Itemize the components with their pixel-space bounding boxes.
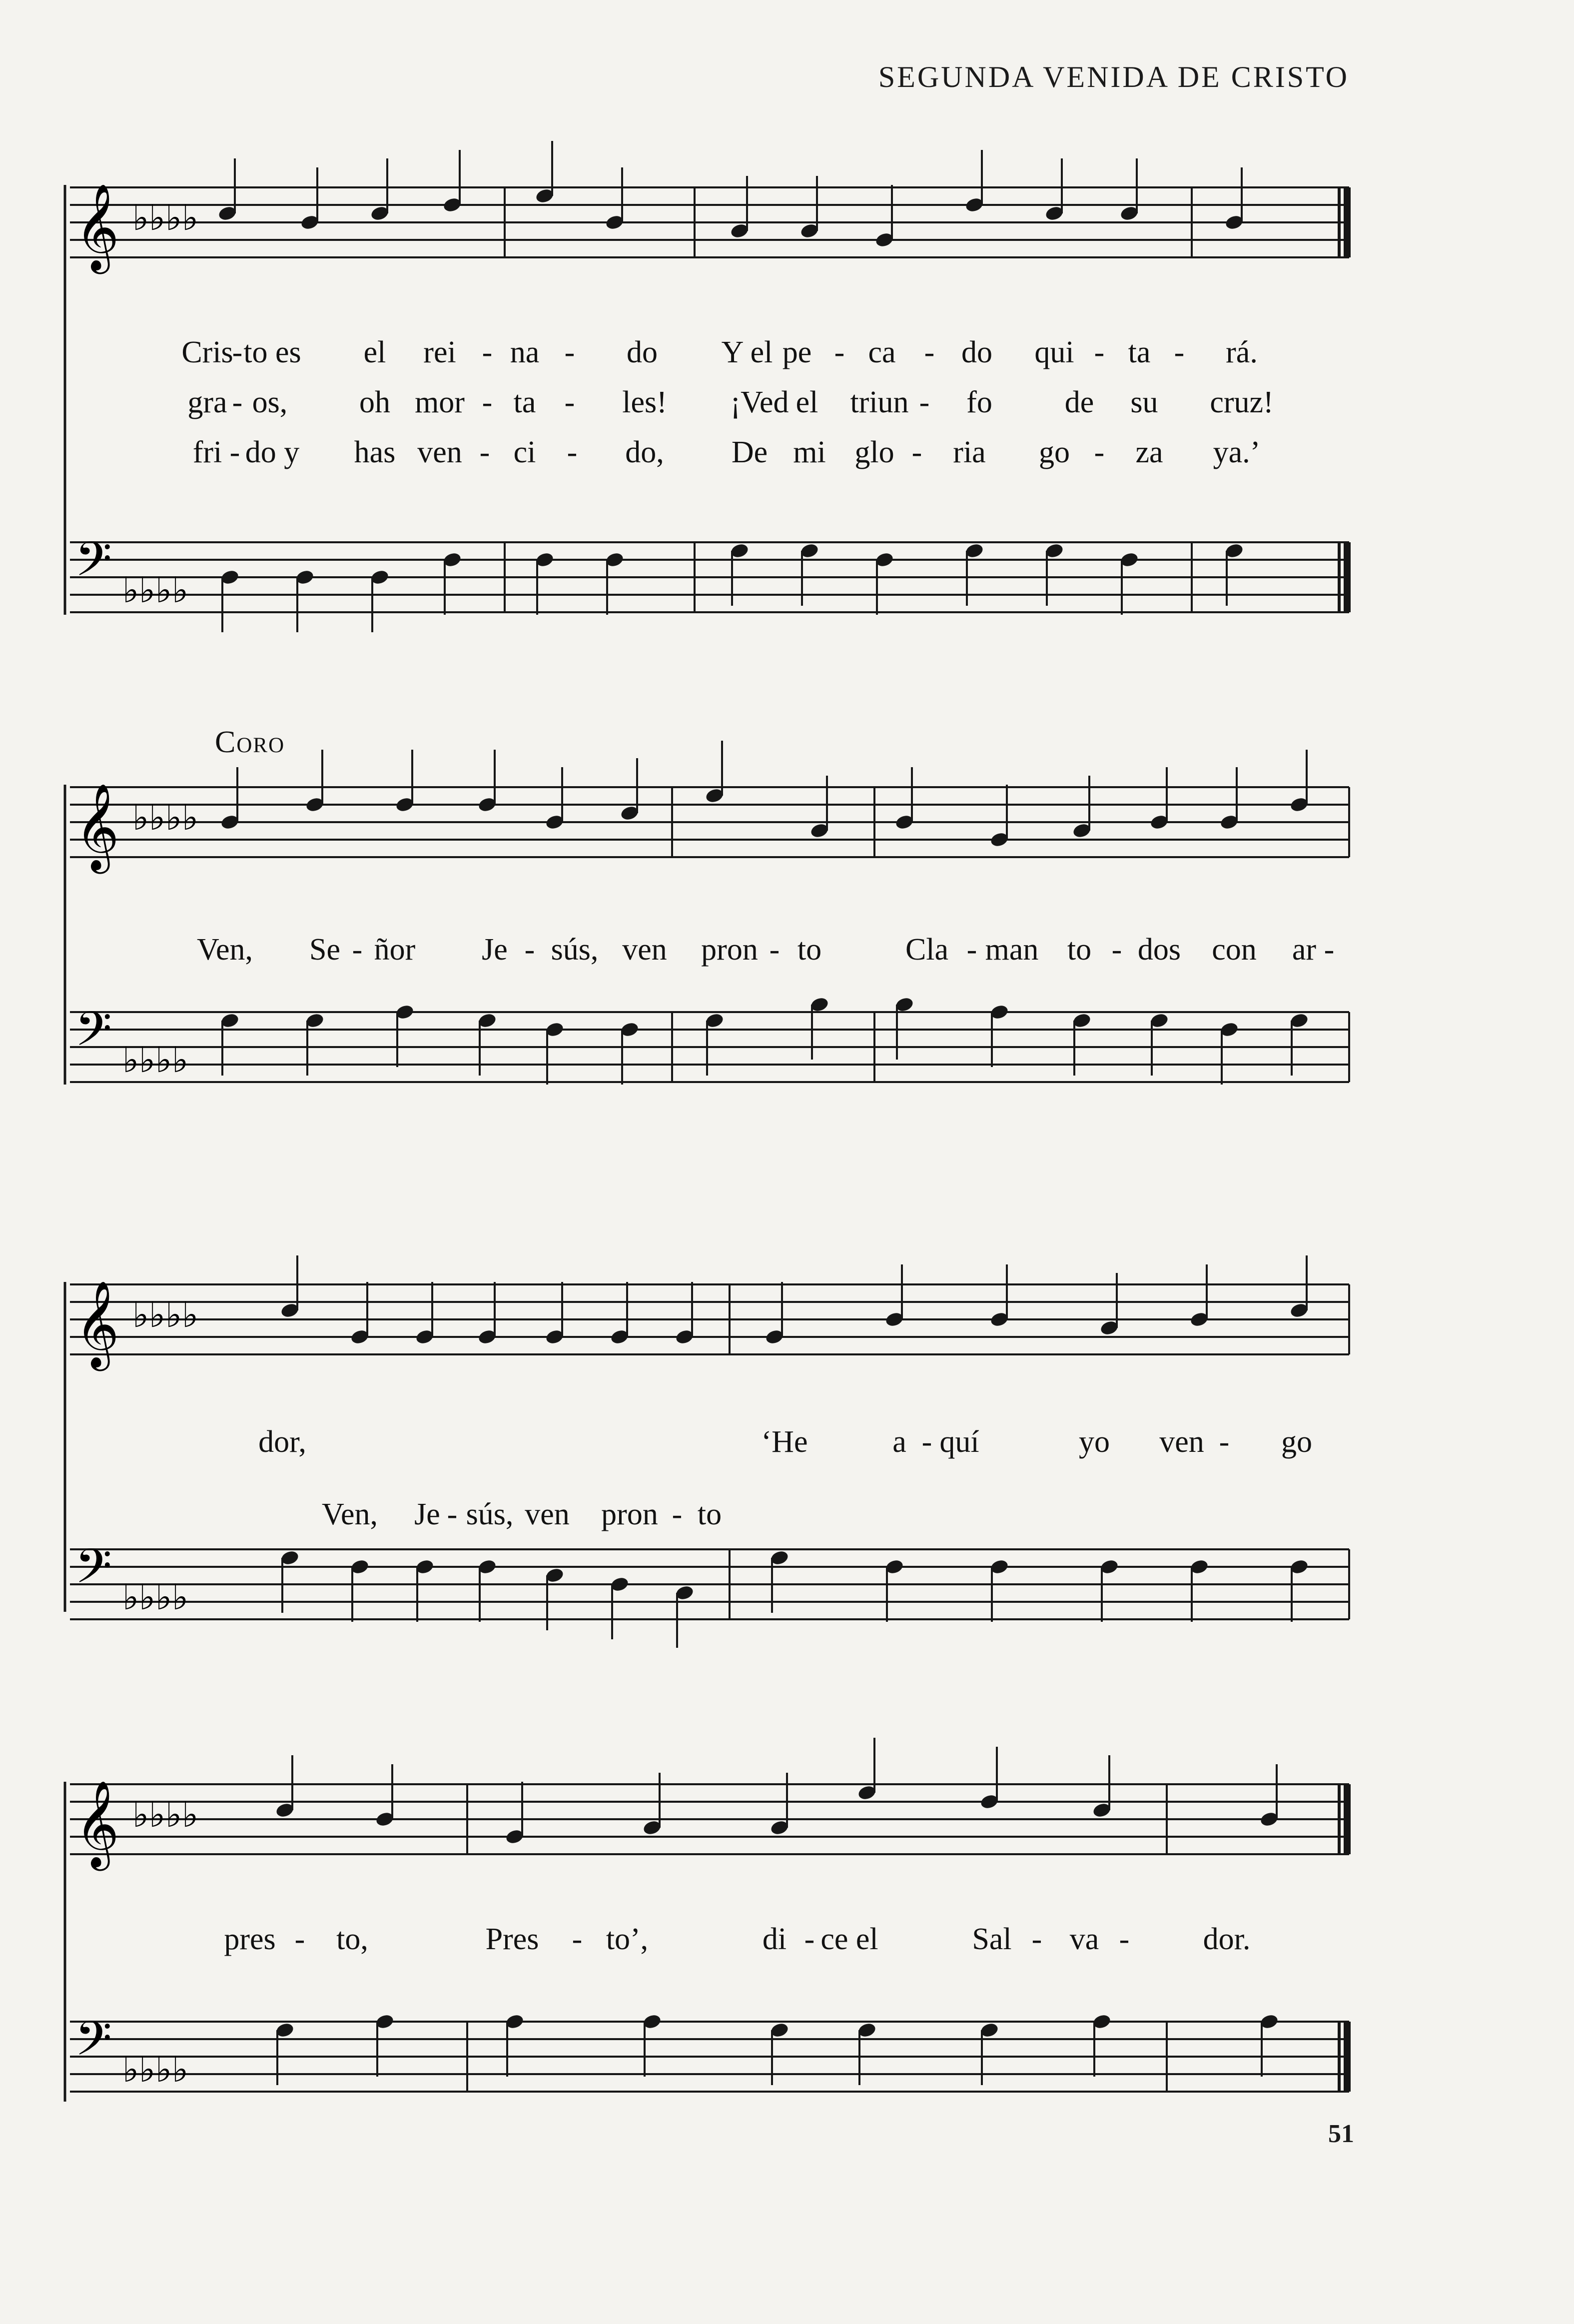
lyric-syllable: a (892, 1425, 906, 1459)
svg-text:♭♭♭♭: ♭♭♭♭ (122, 2049, 189, 2090)
lyric-syllable: ar (1292, 933, 1317, 967)
lyric-syllable: sús, (466, 1497, 514, 1531)
lyric-syllable: to, (336, 1922, 368, 1956)
lyric-syllable: - (1111, 933, 1122, 967)
lyric-syllable: - (1094, 435, 1105, 469)
lyric-syllable: gra (187, 385, 227, 419)
svg-text:♭♭♭♭: ♭♭♭♭ (132, 1294, 199, 1335)
lyric-syllable: ven (417, 435, 462, 469)
lyric-syllable: Ven, (197, 933, 253, 967)
lyric-syllable: el (363, 335, 386, 369)
lyric-syllable: ‘He (761, 1425, 808, 1459)
lyric-syllable: yo (1079, 1425, 1110, 1459)
lyric-syllable: dos (1137, 933, 1181, 967)
lyric-syllable: pe (782, 335, 812, 369)
lyric-syllable: man (985, 933, 1039, 967)
lyric-syllable: za (1135, 435, 1163, 469)
lyric-syllable: to (1067, 933, 1092, 967)
lyric-syllable: - (352, 933, 363, 967)
system-bracket-2 (60, 785, 80, 1095)
bass-staff-4 (0, 1994, 1574, 2124)
lyric-syllable: do (961, 335, 992, 369)
system-bracket-1 (60, 185, 80, 625)
lyric-syllable: pron (601, 1497, 658, 1531)
lyric-syllable: to (697, 1497, 722, 1531)
lyric-syllable: go (1281, 1425, 1312, 1459)
lyric-syllable: ce el (820, 1922, 878, 1956)
lyric-syllable: va (1069, 1922, 1099, 1956)
lyric-syllable: rei (423, 335, 456, 369)
verse-line-2 (0, 385, 1574, 425)
page-header: SEGUNDA VENIDA DE CRISTO (878, 60, 1349, 93)
lyric-syllable: - (834, 335, 845, 369)
lyric-syllable: triun (850, 385, 909, 419)
lyric-syllable: fo (966, 385, 992, 419)
verse-line-3 (0, 435, 1574, 475)
page-number: 51 (1328, 2120, 1354, 2148)
lyric-syllable: pres (224, 1922, 276, 1956)
lyric-syllable: de (1064, 385, 1094, 419)
lyric-syllable: - (572, 1922, 583, 1956)
lyric-syllable: - (232, 385, 243, 419)
svg-text:♭♭♭♭: ♭♭♭♭ (132, 197, 199, 238)
lyric-syllable: ven (525, 1497, 570, 1531)
chorus-line-2 (0, 1424, 1574, 1464)
lyric-syllable: do y (245, 435, 300, 469)
svg-text:♭♭♭♭: ♭♭♭♭ (132, 1794, 199, 1835)
lyric-syllable: ven (1159, 1425, 1204, 1459)
lyric-syllable: to es (243, 335, 301, 369)
lyric-syllable: - (804, 1922, 815, 1956)
lyric-syllable: - (921, 1425, 932, 1459)
lyric-syllable: Je (482, 933, 508, 967)
treble-staff-4 (0, 1757, 1574, 1887)
lyric-syllable: Cris (181, 335, 233, 369)
lyric-syllable: - (479, 435, 490, 469)
verse-line-1 (0, 335, 1574, 375)
lyric-syllable: - (919, 385, 930, 419)
lyric-syllable: mi (793, 435, 826, 469)
lyric-syllable: - (1324, 933, 1335, 967)
bass-staff-1 (0, 515, 1574, 645)
lyric-syllable: - (294, 1922, 305, 1956)
lyric-syllable: fri (192, 435, 222, 469)
bass-clef-icon: 𝄢 (75, 1002, 112, 1069)
lyric-syllable: mor (415, 385, 465, 419)
system-bracket-4 (60, 1782, 80, 2132)
lyric-syllable: - (229, 435, 240, 469)
treble-clef-icon: 𝄞 (75, 1280, 119, 1367)
lyric-syllable: - (567, 435, 578, 469)
lyric-syllable: os, (252, 385, 288, 419)
bass-staff-2 (0, 985, 1574, 1115)
lyric-syllable: - (232, 335, 243, 369)
lyric-syllable: - (564, 335, 575, 369)
lyric-syllable: ñor (374, 933, 416, 967)
treble-clef-icon: 𝄞 (75, 183, 119, 270)
lyric-syllable: ta (1128, 335, 1151, 369)
lyric-syllable: - (482, 385, 493, 419)
chorus-line-3 (0, 1922, 1574, 1962)
bass-staff-3 (0, 1522, 1574, 1652)
lyric-syllable: - (769, 933, 780, 967)
lyric-syllable: ca (868, 335, 896, 369)
lyric-syllable: Cla (905, 933, 949, 967)
lyric-syllable: Y el (721, 335, 773, 369)
lyric-syllable: ta (513, 385, 536, 419)
lyric-syllable: - (1174, 335, 1185, 369)
svg-text:♭♭♭♭: ♭♭♭♭ (122, 570, 189, 611)
lyric-syllable: do, (625, 435, 664, 469)
lyric-syllable: pron (701, 933, 758, 967)
lyric-syllable: to (797, 933, 822, 967)
lyric-syllable: - (924, 335, 935, 369)
lyric-syllable: Sal (972, 1922, 1012, 1956)
lyric-syllable: - (447, 1497, 458, 1531)
lyric-syllable: - (1094, 335, 1105, 369)
treble-staff-3 (0, 1257, 1574, 1387)
lyric-syllable: ya.’ (1213, 435, 1261, 469)
lyric-syllable: - (482, 335, 493, 369)
svg-text:♭♭♭♭: ♭♭♭♭ (122, 1577, 189, 1618)
lyric-syllable: - (1119, 1922, 1130, 1956)
lyric-syllable: - (966, 933, 977, 967)
lyric-syllable: ci (513, 435, 536, 469)
lyric-syllable: go (1039, 435, 1070, 469)
lyric-syllable: quí (939, 1425, 979, 1459)
treble-clef-icon: 𝄞 (75, 1780, 119, 1867)
lyric-syllable: na (510, 335, 540, 369)
lyric-syllable: - (564, 385, 575, 419)
lyric-syllable: cruz! (1210, 385, 1274, 419)
lyric-syllable: su (1130, 385, 1158, 419)
bass-clef-icon: 𝄢 (75, 1539, 112, 1606)
bass-clef-icon: 𝄢 (75, 2011, 112, 2078)
lyric-syllable: dor. (1203, 1922, 1251, 1956)
lyric-syllable: Pres (485, 1922, 539, 1956)
lyric-syllable: has (354, 435, 396, 469)
lyric-syllable: les! (622, 385, 667, 419)
svg-text:♭♭♭♭: ♭♭♭♭ (132, 797, 199, 838)
chorus-line-1 (0, 932, 1574, 972)
lyric-syllable: - (672, 1497, 683, 1531)
lyric-syllable: oh (359, 385, 390, 419)
lyric-syllable: qui (1034, 335, 1074, 369)
bass-clef-icon: 𝄢 (75, 532, 112, 599)
lyric-syllable: - (524, 933, 535, 967)
lyric-syllable: dor, (258, 1425, 306, 1459)
lyric-syllable: di (762, 1922, 787, 1956)
lyric-syllable: De (731, 435, 768, 469)
section-label-coro: Coro (215, 725, 285, 759)
lyric-syllable: glo (854, 435, 894, 469)
lyric-syllable: ¡Ved (730, 385, 789, 419)
lyric-syllable: rá. (1226, 335, 1258, 369)
lyric-syllable: ria (953, 435, 986, 469)
lyric-syllable: sús, (551, 933, 599, 967)
lyric-syllable: to’, (606, 1922, 649, 1956)
lyric-syllable: do (627, 335, 658, 369)
treble-clef-icon: 𝄞 (75, 783, 119, 870)
lyric-syllable: con (1212, 933, 1257, 967)
lyric-syllable: ven (622, 933, 667, 967)
system-bracket-3 (60, 1282, 80, 1632)
lyric-syllable: el (795, 385, 818, 419)
lyric-syllable: - (1031, 1922, 1042, 1956)
lyric-syllable: Ven, (322, 1497, 378, 1531)
lyric-syllable: Se (309, 933, 340, 967)
svg-text:♭♭♭♭: ♭♭♭♭ (122, 1040, 189, 1081)
treble-staff-1 (0, 160, 1574, 290)
treble-staff-2 (0, 760, 1574, 890)
lyric-syllable: Je (414, 1497, 440, 1531)
lyric-syllable: - (911, 435, 922, 469)
lyric-syllable: - (1219, 1425, 1230, 1459)
